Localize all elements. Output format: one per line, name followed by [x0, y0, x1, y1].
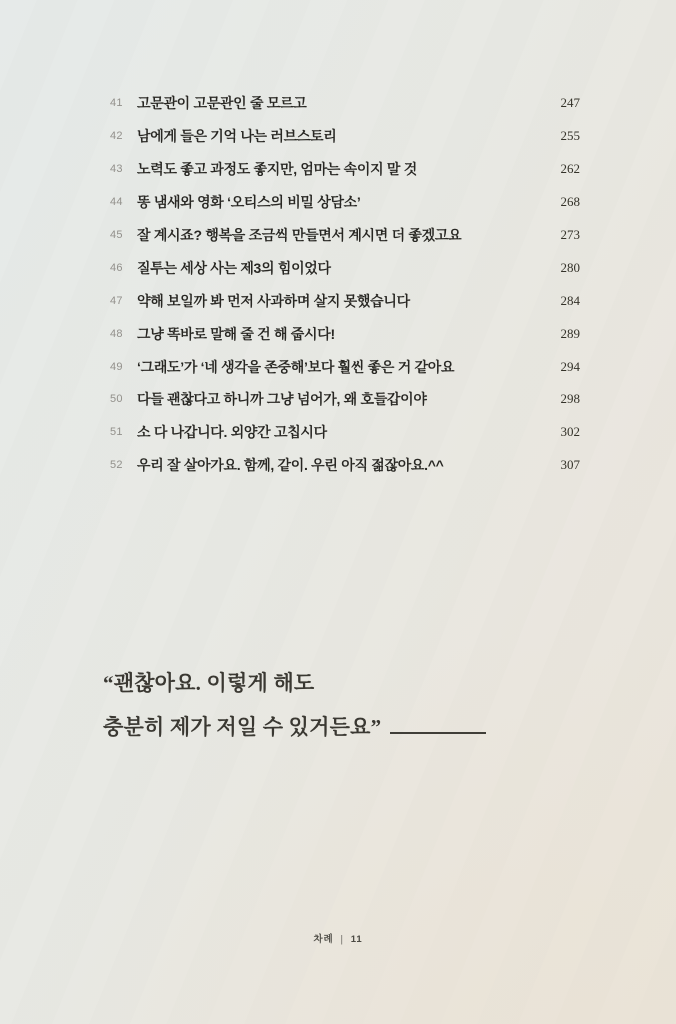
pull-quote-line-1: “괜찮아요. 이렇게 해도	[103, 671, 315, 695]
toc-entry	[110, 350, 580, 383]
fill-in-blank-line	[390, 732, 486, 734]
toc-entry	[110, 284, 580, 317]
toc-entry-title: 남에게 들은 기억 나는 러브스토리	[137, 128, 337, 145]
toc-entry-number: 49	[110, 360, 123, 373]
footer-separator: |	[340, 933, 344, 946]
toc-entry-title: 똥 냄새와 영화 ‘오티스의 비밀 상담소’	[137, 194, 361, 211]
toc-entry-title: 우리 잘 살아가요. 함께, 같이. 우린 아직 젊잖아요.^^	[137, 457, 444, 474]
toc-entry-title: 다들 괜찮다고 하니까 그냥 넘어가, 왜 호들갑이야	[137, 391, 427, 408]
footer-page-number: 11	[350, 934, 363, 945]
toc-entry-title: 약해 보일까 봐 먼저 사과하며 살지 못했습니다	[137, 292, 410, 309]
toc-entry	[110, 219, 580, 252]
toc-entry-title: 잘 계시죠? 행복을 조금씩 만들면서 계시면 더 좋겠고요	[137, 227, 462, 243]
toc-entry	[110, 87, 580, 120]
footer-section-label: 차례	[313, 934, 334, 945]
toc-entry-title: 그냥 똑바로 말해 줄 건 해 줍시다!	[137, 325, 335, 342]
toc-entry	[110, 153, 580, 186]
toc-entry-number: 46	[110, 261, 123, 274]
toc-entry-title: 고문관이 고문관인 줄 모르고	[137, 95, 307, 112]
toc-entry-number: 43	[110, 163, 123, 176]
toc-entry-number: 48	[110, 327, 123, 340]
toc-entry-number: 47	[110, 294, 123, 307]
toc-entry-page: 294	[560, 358, 580, 374]
toc-list	[110, 87, 580, 482]
toc-entry-page: 284	[560, 292, 580, 308]
toc-entry-page: 247	[560, 95, 580, 111]
toc-entry-title: 노력도 좋고 과정도 좋지만, 엄마는 속이지 말 것	[137, 161, 417, 178]
pull-quote-line-2: 충분히 제가 저일 수 있거든요”	[103, 705, 486, 749]
toc-entry-page: 289	[560, 325, 580, 341]
toc-entry	[110, 383, 580, 416]
toc-entry-number: 50	[110, 393, 123, 406]
toc-entry-page: 302	[560, 424, 580, 440]
toc-entry-title: 질투는 세상 사는 제3의 힘이었다	[137, 259, 331, 276]
toc-entry	[110, 449, 580, 482]
toc-entry-title: ‘그래도’가 ‘네 생각을 존중해’보다 훨씬 좋은 거 같아요	[137, 358, 455, 375]
toc-entry	[110, 186, 580, 219]
toc-entry	[110, 251, 580, 284]
toc-entry	[110, 317, 580, 350]
toc-entry-number: 45	[110, 229, 123, 241]
page-footer	[0, 931, 676, 945]
toc-entry	[110, 416, 580, 449]
toc-entry-page: 280	[560, 259, 580, 275]
toc-entry	[110, 120, 580, 153]
toc-entry-page: 307	[560, 457, 580, 473]
toc-entry-page: 268	[560, 194, 580, 210]
toc-entry-number: 41	[110, 97, 123, 110]
toc-entry-title: 소 다 나갑니다. 외양간 고칩시다	[137, 424, 327, 441]
toc-entry-page: 255	[560, 128, 580, 144]
pull-quote	[103, 661, 486, 749]
toc-entry-number: 51	[110, 426, 123, 439]
toc-entry-number: 44	[110, 196, 123, 209]
toc-entry-page: 298	[560, 391, 580, 407]
toc-entry-number: 52	[110, 459, 123, 472]
toc-entry-number: 42	[110, 130, 123, 143]
toc-entry-page: 262	[560, 161, 580, 177]
toc-entry-page: 273	[560, 227, 580, 242]
